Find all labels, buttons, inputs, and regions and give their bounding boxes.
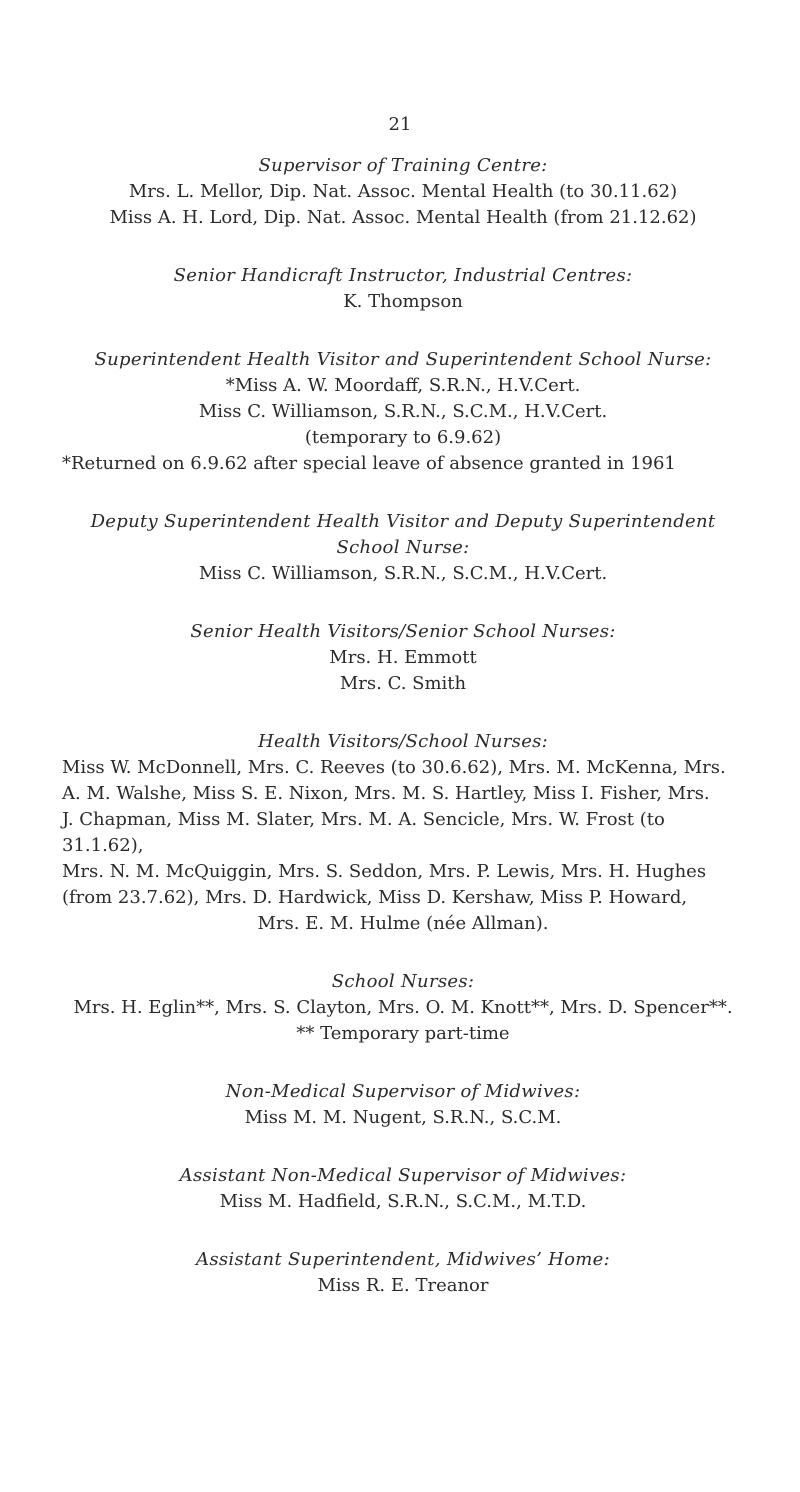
staff-line: Mrs. E. M. Hulme (née Allman). [257, 913, 549, 934]
staff-line: (from 23.7.62), Mrs. D. Hardwick, Miss D. Kershaw, Miss P. Howard, [62, 887, 688, 908]
staff-line: Mrs. H. Eglin**, Mrs. S. Clayton, Mrs. O. M. Knott**, Mrs. D. Spencer**. [73, 997, 733, 1018]
page-number: 21 [388, 114, 412, 135]
staff-line: Mrs. C. Smith [339, 673, 467, 694]
section-heading: Assistant Superintendent, Midwives’ Home: [196, 1249, 610, 1270]
staff-line: J. Chapman, Miss M. Slater, Mrs. M. A. Sencicle, Mrs. W. Frost (to 31.1.62), [62, 809, 665, 856]
staff-line: Miss C. Williamson, S.R.N., S.C.M., H.V.Cert. [198, 401, 608, 422]
footnote: ** Temporary part-time [296, 1023, 510, 1044]
staff-line: Mrs. L. Mellor, Dip. Nat. Assoc. Mental Health (to 30.11.62) [128, 181, 678, 202]
section-deputy-superintendent [62, 509, 744, 587]
section-heading: Senior Health Visitors/Senior School Nurses: [190, 621, 616, 642]
staff-line: Miss W. McDonnell, Mrs. C. Reeves (to 30.6.62), Mrs. M. McKenna, Mrs. [62, 757, 726, 778]
staff-line: Miss A. H. Lord, Dip. Nat. Assoc. Mental Health (from 21.12.62) [109, 207, 697, 228]
staff-line: Miss C. Williamson, S.R.N., S.C.M., H.V.Cert. [198, 563, 608, 584]
section-heading: Senior Handicraft Instructor, Industrial Centres: [173, 265, 633, 286]
staff-line: Mrs. H. Emmott [329, 647, 477, 668]
section-health-visitors [62, 729, 744, 937]
section-midwives-supervisor [62, 1079, 744, 1131]
staff-line: Mrs. N. M. McQuiggin, Mrs. S. Seddon, Mrs. P. Lewis, Mrs. H. Hughes [62, 861, 707, 882]
section-midwives-home [62, 1247, 744, 1299]
section-heading-continued: School Nurse: [336, 537, 470, 558]
staff-line: Miss M. Hadfield, S.R.N., S.C.M., M.T.D. [219, 1191, 587, 1212]
section-training-centre [62, 153, 744, 231]
section-senior-health-visitors [62, 619, 744, 697]
staff-line: (temporary to 6.9.62) [304, 427, 502, 448]
section-heading: Health Visitors/School Nurses: [257, 731, 549, 752]
section-assistant-midwives-supervisor [62, 1163, 744, 1215]
section-heading: Assistant Non-Medical Supervisor of Midwives: [179, 1165, 627, 1186]
section-heading: Superintendent Health Visitor and Superintendent School Nurse: [94, 349, 712, 370]
staff-line: Miss M. M. Nugent, S.R.N., S.C.M. [244, 1107, 562, 1128]
section-handicraft [62, 263, 744, 315]
section-heading: School Nurses: [331, 971, 475, 992]
staff-line: *Miss A. W. Moordaff, S.R.N., H.V.Cert. [225, 375, 581, 396]
section-heading: Deputy Superintendent Health Visitor and Deputy Superintendent [90, 511, 716, 532]
section-superintendent-health-visitor [62, 347, 744, 477]
staff-list [62, 153, 744, 1323]
footnote: *Returned on 6.9.62 after special leave of absence granted in 1961 [62, 453, 676, 474]
section-heading: Supervisor of Training Centre: [258, 155, 548, 176]
staff-line: A. M. Walshe, Miss S. E. Nixon, Mrs. M. S. Hartley, Miss I. Fisher, Mrs. [62, 783, 710, 804]
staff-line: K. Thompson [343, 291, 463, 312]
section-heading: Non-Medical Supervisor of Midwives: [225, 1081, 581, 1102]
section-school-nurses [62, 969, 744, 1047]
staff-line: Miss R. E. Treanor [317, 1275, 489, 1296]
